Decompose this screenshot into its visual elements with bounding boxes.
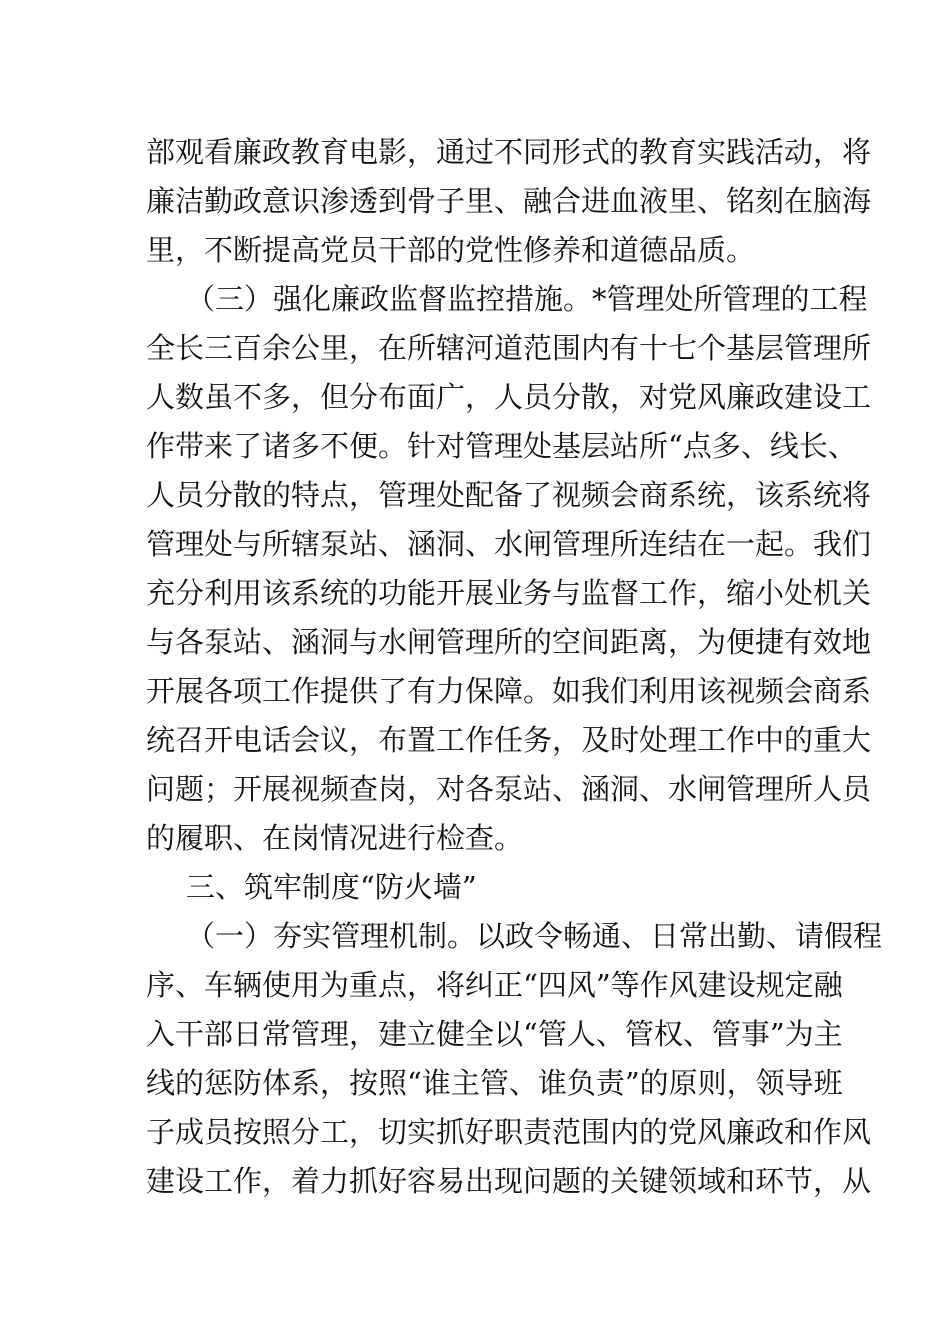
text-line: 的履职、在岗情况进行检查。 [146,821,524,855]
section-title: 三、筑牢制度“防火墙” [186,870,477,904]
text-line: 入干部日常管理，建立健全以“管人、管权、管事”为主 [146,1017,843,1051]
text-line: 线的惩防体系，按照“谁主管、谁负责”的原则，领导班 [146,1066,843,1100]
text-line: 建设工作，着力抓好容易出现问题的关键领域和环节，从 [146,1164,872,1198]
text-line: 里，不断提高党员干部的党性修养和道德品质。 [146,233,756,267]
text-line: 问题；开展视频查岗，对各泵站、涵洞、水闸管理所人员 [146,772,872,806]
text-line: 部观看廉政教育电影，通过不同形式的教育实践活动，将 [146,135,872,169]
text-line: 人员分散的特点，管理处配备了视频会商系统，该系统将 [146,478,872,512]
text-line: 廉洁勤政意识渗透到骨子里、融合进血液里、铭刻在脑海 [146,184,872,218]
section-heading-line: （三）强化廉政监督监控措施。*管理处所管理的工程 [186,282,868,316]
section-heading-line: （一）夯实管理机制。以政令畅通、日常出勤、请假程 [186,919,883,953]
text-line: 全长三百余公里，在所辖河道范围内有十七个基层管理所 [146,331,872,365]
text-line: 子成员按照分工，切实抓好职责范围内的党风廉政和作风 [146,1115,872,1149]
text-line: 管理处与所辖泵站、涵洞、水闸管理所连结在一起。我们 [146,527,872,561]
text-line: 作带来了诸多不便。针对管理处基层站所“点多、线长、 [146,429,857,463]
text-line: 开展各项工作提供了有力保障。如我们利用该视频会商系 [146,674,872,708]
text-line: 充分利用该系统的功能开展业务与监督工作，缩小处机关 [146,576,872,610]
text-line: 统召开电话会议，布置工作任务，及时处理工作中的重大 [146,723,872,757]
text-line: 人数虽不多，但分布面广，人员分散，对党风廉政建设工 [146,380,872,414]
text-line: 序、车辆使用为重点，将纠正“四风”等作风建设规定融 [146,968,843,1002]
text-line: 与各泵站、涵洞与水闸管理所的空间距离，为便捷有效地 [146,625,872,659]
